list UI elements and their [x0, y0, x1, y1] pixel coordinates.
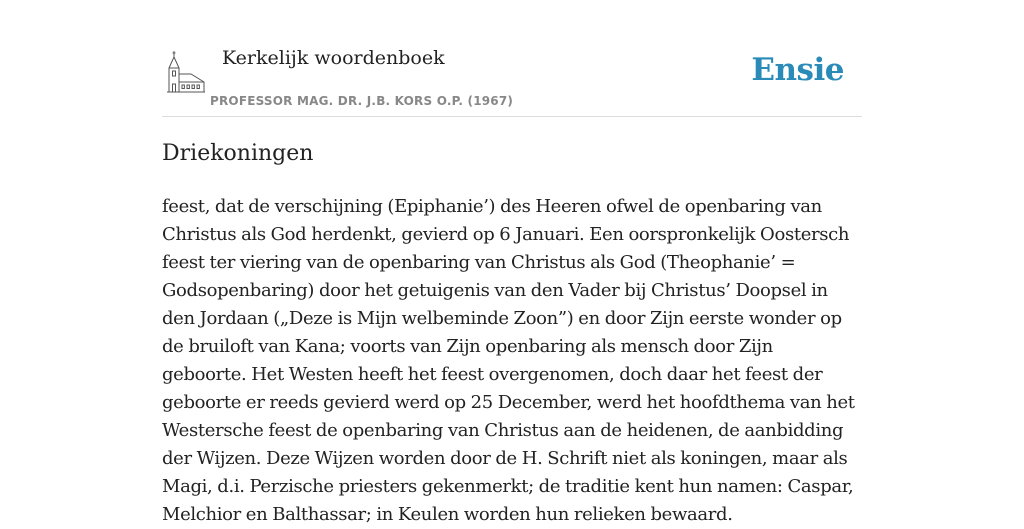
entry-title: Driekoningen	[162, 141, 314, 166]
book-header	[162, 40, 862, 117]
church-icon	[166, 50, 206, 94]
book-title[interactable]: Kerkelijk woordenboek	[222, 47, 445, 69]
entry-body: feest, dat de verschijning (Epiphanie’) des Heeren ofwel de openbaring van Christus als God herdenkt, gevierd op 6 Januari. Een oorspronkelijk Oostersch feest ter viering van de openbaring van Christus als God (Theophanie’ = Godsopenbaring) door het getuigenis van den Vader bij Christus’ Doopsel in den Jordaan („Deze is Mijn welbeminde Zoon”) en door Zijn eerste wonder op de bruiloft van Kana; voorts van Zijn openbaring als mensch door Zijn geboorte. Het Westen heeft het feest overgenomen, doch daar het feest der geboorte er reeds gevierd werd op 25 December, werd het hoofdthema van het Westersche feest de openbaring van Christus aan de heidenen, de aanbidding der Wijzen. Deze Wijzen worden door de H. Schrift niet als koningen, maar als Magi, d.i. Perzische priesters gekenmerkt; de traditie kent hun namen: Caspar, Melchior en Balthassar; in Keulen worden hun relieken bewaard.	[162, 196, 855, 525]
ensie-logo-link[interactable]: Ensie	[751, 52, 844, 88]
book-author: PROFESSOR MAG. DR. J.B. KORS O.P. (1967)	[210, 94, 514, 108]
